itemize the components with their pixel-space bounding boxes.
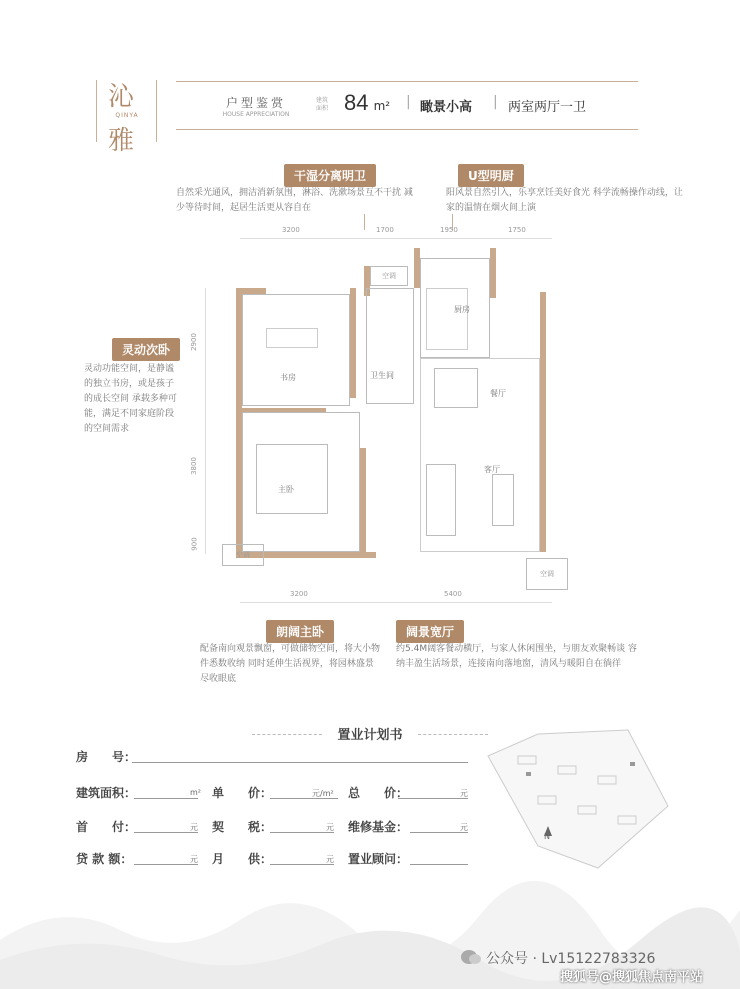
site-highlight-2 — [630, 762, 635, 766]
unit-total: 元 — [460, 789, 468, 798]
room-label-bath: 卫生间 — [370, 371, 394, 380]
wechat-icon — [460, 948, 482, 970]
wall-study-right — [350, 288, 356, 398]
section-title-block — [218, 94, 294, 118]
header-divider-2: | — [493, 94, 498, 110]
feature-desc-master: 配备南向观景飘窗，可做储物空间，将大小物件悉数收纳 同时延伸生活视界，将园林盛景尽收眼底 — [200, 644, 381, 684]
site-map — [478, 726, 678, 876]
unit-loan: 元 — [190, 855, 198, 864]
input-total[interactable] — [398, 784, 468, 799]
study-room — [242, 294, 350, 406]
north-label: N — [544, 832, 550, 841]
wall-kitchen-right — [490, 248, 496, 298]
dining-table — [434, 368, 478, 408]
layout-text: 两室两厅一卫 — [508, 100, 587, 115]
room-label-study: 书房 — [280, 373, 296, 382]
label-maint: 维修基金： — [348, 820, 409, 834]
site-highlight-1 — [526, 772, 531, 776]
header-bottom-rule — [176, 129, 638, 130]
input-deed-tax[interactable] — [270, 818, 334, 833]
unit-deed-tax: 元 — [326, 823, 334, 832]
area-value: 84 — [344, 90, 369, 115]
dim-bottom-1: 3200 — [290, 590, 308, 598]
brand-subtitle: QINYA — [115, 112, 139, 119]
input-room-no[interactable] — [132, 748, 468, 763]
label-deed-tax: 契 税： — [212, 820, 273, 834]
ac-unit-bottom-left: 空调 — [222, 544, 264, 566]
dim-line-top — [240, 238, 552, 239]
floor-plan — [236, 248, 576, 598]
section-title: 户型鉴赏 — [225, 96, 286, 110]
room-label-dining: 餐厅 — [490, 389, 506, 398]
kitchen-counter — [426, 288, 468, 350]
unit-area: m² — [190, 788, 201, 797]
input-monthly[interactable] — [270, 850, 334, 865]
dim-top-1: 3200 — [282, 226, 300, 234]
watermark-sohu: 搜狐号@搜狐焦点南平站 — [560, 970, 704, 985]
header-divider-1: | — [406, 94, 411, 110]
master-bed — [256, 444, 328, 514]
living-sofa — [426, 464, 456, 536]
label-loan: 贷 款 额： — [76, 852, 133, 866]
area-prefix — [316, 97, 344, 113]
wall-master-right — [360, 448, 366, 558]
header-top-rule — [176, 81, 638, 82]
unit-unit-price: 元/m² — [312, 789, 334, 798]
form-title-rule-left — [252, 734, 322, 735]
form-title: 置业计划书 — [337, 728, 403, 743]
brand-logo — [96, 72, 158, 156]
dim-top-3: 1950 — [440, 226, 458, 234]
study-desk — [266, 328, 318, 348]
label-down: 首 付： — [76, 820, 137, 834]
feature-tag-kitchen: U型明厨 — [458, 164, 524, 187]
section-subtitle: HOUSE APPRECIATION — [222, 111, 290, 118]
dim-line-bottom — [240, 602, 552, 603]
input-loan[interactable] — [134, 850, 198, 865]
area-display — [344, 90, 390, 116]
dim-left-2: 3800 — [189, 457, 198, 475]
feature-desc-kitchen: 阳风景自然引入，乐享烹饪美好食光 科学流畅操作动线，让家的温情在烟火间上演 — [446, 188, 683, 213]
tv-cabinet — [492, 474, 514, 526]
watermark-wechat: 公众号 · Lv15122783326 — [486, 951, 656, 967]
feature-desc-study: 灵动功能空间，是静谧的独立书房，或是孩子的成长空间 承载多种可能，满足不同家庭阶段的空间需求 — [84, 364, 177, 434]
ac-unit-bottom-right: 空调 — [526, 558, 568, 590]
feature-desc-bath: 自然采光通风，拥洁消新氛围，淋浴、洗漱场景互不干扰 减少等待时间，起居生活更从容自在 — [176, 188, 413, 213]
area-prefix-2: 面积 — [316, 105, 329, 112]
feature-tag-master: 朗阔主卧 — [266, 620, 334, 643]
site-boundary — [488, 730, 668, 868]
label-consultant: 置业顾问： — [348, 852, 409, 866]
dim-top-4: 1750 — [508, 226, 526, 234]
dim-line-left — [205, 288, 206, 554]
connector-bath — [364, 214, 365, 230]
input-area[interactable] — [134, 784, 198, 799]
dim-left-1: 2900 — [189, 333, 198, 351]
feature-tag-living: 阔景宽厅 — [396, 620, 464, 643]
label-unit-price: 单 价： — [212, 786, 273, 800]
label-area: 建筑面积： — [76, 786, 137, 800]
dim-top-2: 1700 — [376, 226, 394, 234]
label-monthly: 月 供： — [212, 852, 273, 866]
bath-room — [366, 288, 414, 404]
dim-bottom-2: 5400 — [444, 590, 462, 598]
input-down[interactable] — [134, 818, 198, 833]
brand-char-bottom: 雅 — [108, 126, 135, 156]
label-room-no: 房 号： — [76, 750, 137, 764]
dim-left-3: 900 — [190, 537, 199, 551]
feature-desc-living: 约5.4M阔客餐动横厅，与家人休闲围坐，与朋友欢聚畅谈 容纳丰盈生活场景，连接南向落地窗，清风与暖阳自在徜徉 — [396, 644, 637, 669]
room-label-kitchen: 厨房 — [454, 305, 470, 314]
ac-unit-top: 空调 — [370, 266, 408, 286]
unit-maint: 元 — [460, 823, 468, 832]
wall-right — [540, 292, 546, 552]
room-label-living: 客厅 — [484, 465, 500, 474]
unit-monthly: 元 — [326, 855, 334, 864]
room-label-master: 主卧 — [278, 485, 294, 494]
feature-tag-bath: 干湿分离明卫 — [284, 164, 376, 187]
feature-text: 瞰景小高 — [420, 100, 473, 115]
label-total: 总 价： — [348, 786, 409, 800]
feature-tag-study: 灵动次卧 — [112, 338, 180, 361]
area-unit: m² — [373, 99, 391, 113]
unit-down: 元 — [190, 823, 198, 832]
brand-char-top: 沁 — [108, 82, 135, 112]
area-prefix-1: 建筑 — [316, 97, 329, 104]
input-consultant[interactable] — [410, 850, 468, 865]
